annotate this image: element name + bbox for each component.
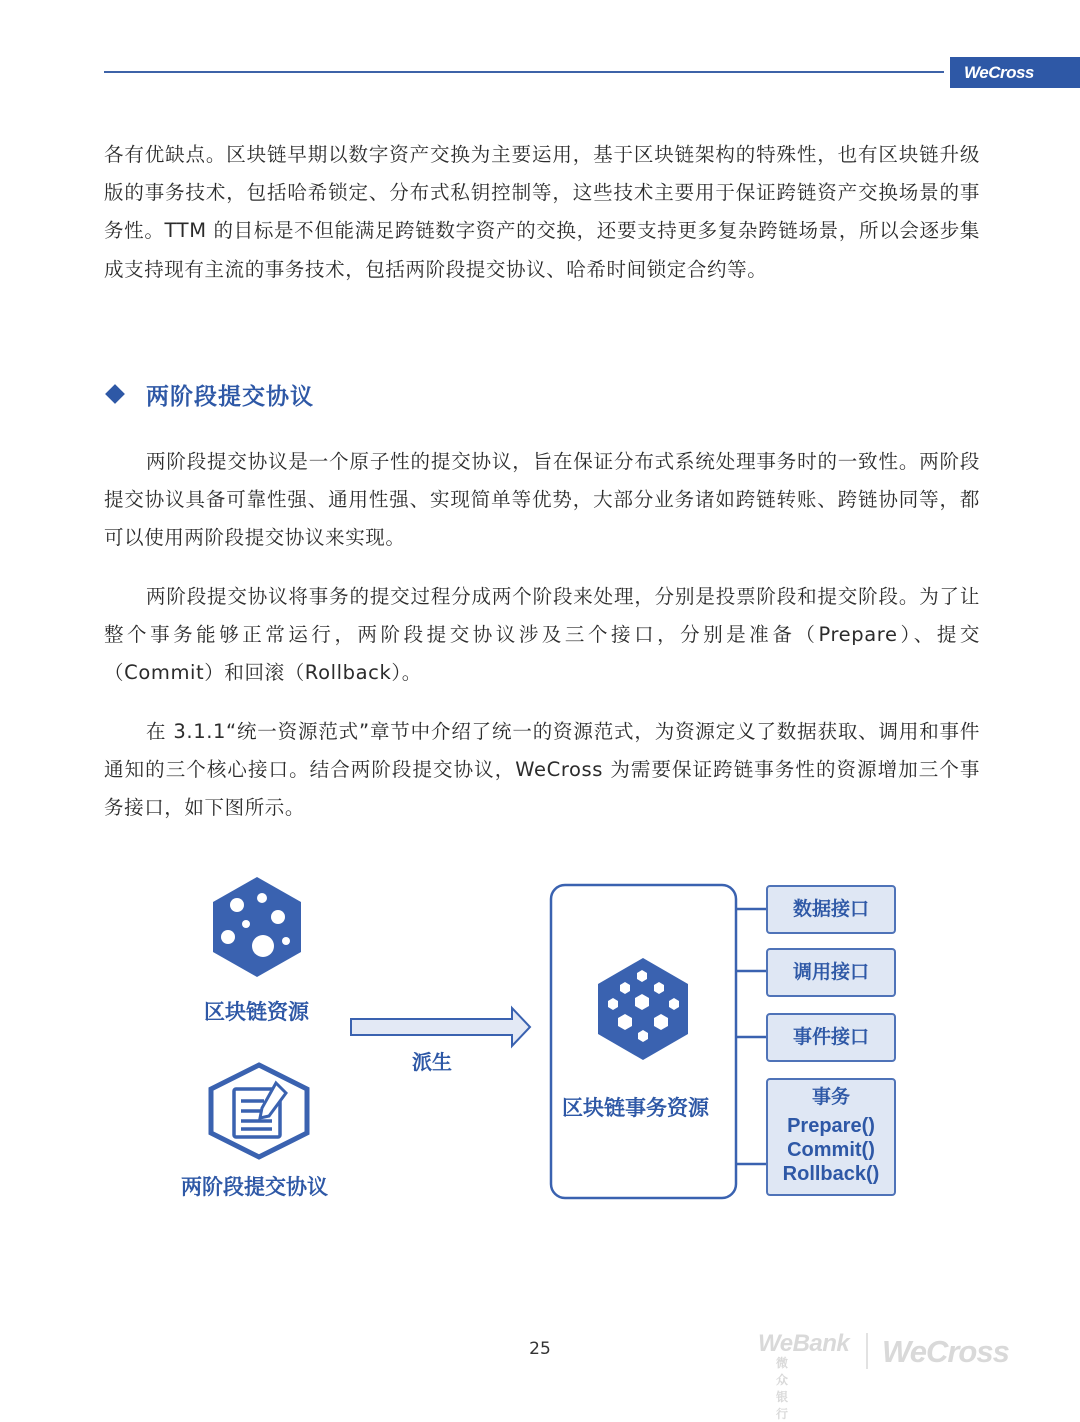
transaction-resource-diagram	[0, 860, 1080, 1220]
paragraph-2pc-definition: 两阶段提交协议是一个原子性的提交协议，旨在保证分布式系统处理事务时的一致性。两阶段提交协议具备可靠性强、通用性强、实现简单等优势，大部分业务诸如跨链转账、跨链协同等，都可以使用两阶段提交协议来实现。	[104, 450, 980, 550]
interface-event-box: 事件接口	[766, 1013, 896, 1062]
blockchain-resource-icon	[213, 877, 301, 977]
paragraph-intro: 各有优缺点。区块链早期以数字资产交换为主要运用，基于区块链架构的特殊性，也有区块链升级版的事务技术，包括哈希锁定、分布式私钥控制等，这些技术主要用于保证跨链资产交换场景的事务性。TTM 的目标是不但能满足跨链数字资产的交换，还要支持更多复杂跨链场景，所以会逐步集成支持现有主流的事务技术，包括两阶段提交协议、哈希时间锁定合约等。	[104, 143, 980, 281]
tx-resource-label: 区块链事务资源	[562, 1096, 709, 1120]
interface-call-box: 调用接口	[766, 948, 896, 997]
diagram-graphics	[0, 860, 1080, 1220]
blockchain-resource-label: 区块链资源	[204, 1000, 309, 1024]
two-phase-commit-label: 两阶段提交协议	[181, 1175, 328, 1199]
section-heading	[104, 374, 314, 414]
section-title: 两阶段提交协议	[146, 383, 314, 410]
diamond-bullet-icon	[105, 384, 125, 404]
two-phase-commit-icon	[211, 1065, 307, 1157]
wecross-footer-logo: WeCross	[882, 1334, 1009, 1369]
derive-label: 派生	[412, 1050, 452, 1074]
header-rule	[104, 71, 944, 73]
webank-logo: WeBank	[758, 1330, 850, 1357]
paragraph-resource-paradigm: 在 3.1.1“统一资源范式”章节中介绍了统一的资源范式，为资源定义了数据获取、调用和事件通知的三个核心接口。结合两阶段提交协议，WeCross 为需要保证跨链事务性的资源增加三个事务接口，如下图所示。	[104, 720, 980, 820]
transaction-box-title: 事务	[811, 1086, 850, 1108]
page-number: 25	[529, 1339, 551, 1359]
rollback-function-label: Rollback()	[782, 1163, 880, 1185]
derive-arrow-icon	[351, 1008, 530, 1046]
header-brand-logo: WeCross	[950, 57, 1080, 88]
paragraph-2pc-phases: 两阶段提交协议将事务的提交过程分成两个阶段来处理，分别是投票阶段和提交阶段。为了让整个事务能够正常运行，两阶段提交协议涉及三个接口，分别是准备（Prepare）、提交（Commit）和回滚（Rollback）。	[104, 585, 980, 685]
webank-logo-chinese: 微众银行	[776, 1356, 792, 1421]
prepare-function-label: Prepare()	[787, 1115, 875, 1137]
footer-logo-divider	[866, 1333, 868, 1369]
interface-transaction-box	[766, 1078, 896, 1196]
interface-data-box: 数据接口	[766, 885, 896, 934]
commit-function-label: Commit()	[787, 1139, 875, 1161]
connector-lines	[736, 909, 766, 1164]
